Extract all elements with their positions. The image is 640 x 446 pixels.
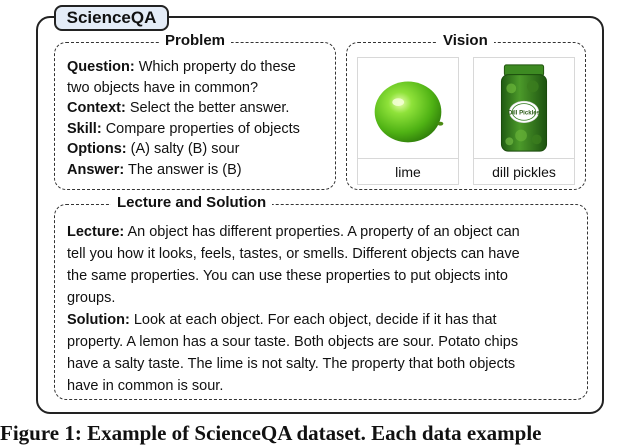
figure-caption: Figure 1: Example of ScienceQA dataset. Each data example xyxy=(0,421,542,445)
problem-text xyxy=(67,57,329,180)
context-line xyxy=(67,98,329,119)
question-label: Question: xyxy=(67,59,135,75)
problem-title: Problem xyxy=(159,32,231,50)
image-card-pickles xyxy=(473,57,575,185)
lime-caption: lime xyxy=(358,158,458,187)
pickles-caption: dill pickles xyxy=(474,158,574,187)
lecture-solution-panel xyxy=(54,194,588,400)
lecture-line-1 xyxy=(67,221,579,243)
jar-label-text: Dill Pickles xyxy=(507,110,541,117)
lecture-text-1: An object has different properties. A property of an object can xyxy=(127,224,520,240)
lecture-label: Lecture: xyxy=(67,224,125,240)
skill-line xyxy=(67,119,329,140)
skill-text: Compare properties of objects xyxy=(105,120,300,137)
scienceqa-badge: ScienceQA xyxy=(54,5,169,31)
solution-line-2: property. A lemon has a sour taste. Both objects are sour. Potato chips xyxy=(67,334,519,350)
answer-text: The answer is (B) xyxy=(128,161,242,178)
vision-panel xyxy=(346,32,586,190)
context-text: Select the better answer. xyxy=(129,100,290,116)
pickle-jar-icon xyxy=(474,58,574,158)
solution-text-1: Look at each object. For each object, decide if it has that xyxy=(133,312,497,328)
solution-line-1 xyxy=(67,309,579,331)
question-text-1: Which property do these xyxy=(138,59,296,75)
lecture-solution-text xyxy=(67,221,579,397)
answer-label: Answer: xyxy=(67,161,125,178)
question-line-1 xyxy=(67,57,329,78)
options-text: (A) salty (B) sour xyxy=(130,141,240,157)
options-line xyxy=(67,139,329,160)
solution-line-4: have in common is sour. xyxy=(67,378,224,394)
lecture-line-3: the same properties. You can use these properties to put objects into xyxy=(67,268,508,284)
vision-title: Vision xyxy=(437,32,494,50)
skill-label: Skill: xyxy=(67,120,102,137)
solution-label: Solution: xyxy=(67,312,130,328)
lime-icon xyxy=(358,58,458,158)
context-label: Context: xyxy=(67,100,126,116)
answer-line xyxy=(67,160,329,181)
question-line-2: two objects have in common? xyxy=(67,79,259,96)
problem-panel xyxy=(54,32,336,190)
solution-line-3: have a salty taste. The lime is not salty. The property that both objects xyxy=(67,356,516,372)
image-card-lime xyxy=(357,57,459,185)
lecture-solution-title: Lecture and Solution xyxy=(111,194,272,212)
options-label: Options: xyxy=(67,141,127,157)
lecture-line-2: tell you how it looks, feels, tastes, or smells. Different objects can have xyxy=(67,246,520,262)
lecture-line-4: groups. xyxy=(67,290,116,306)
